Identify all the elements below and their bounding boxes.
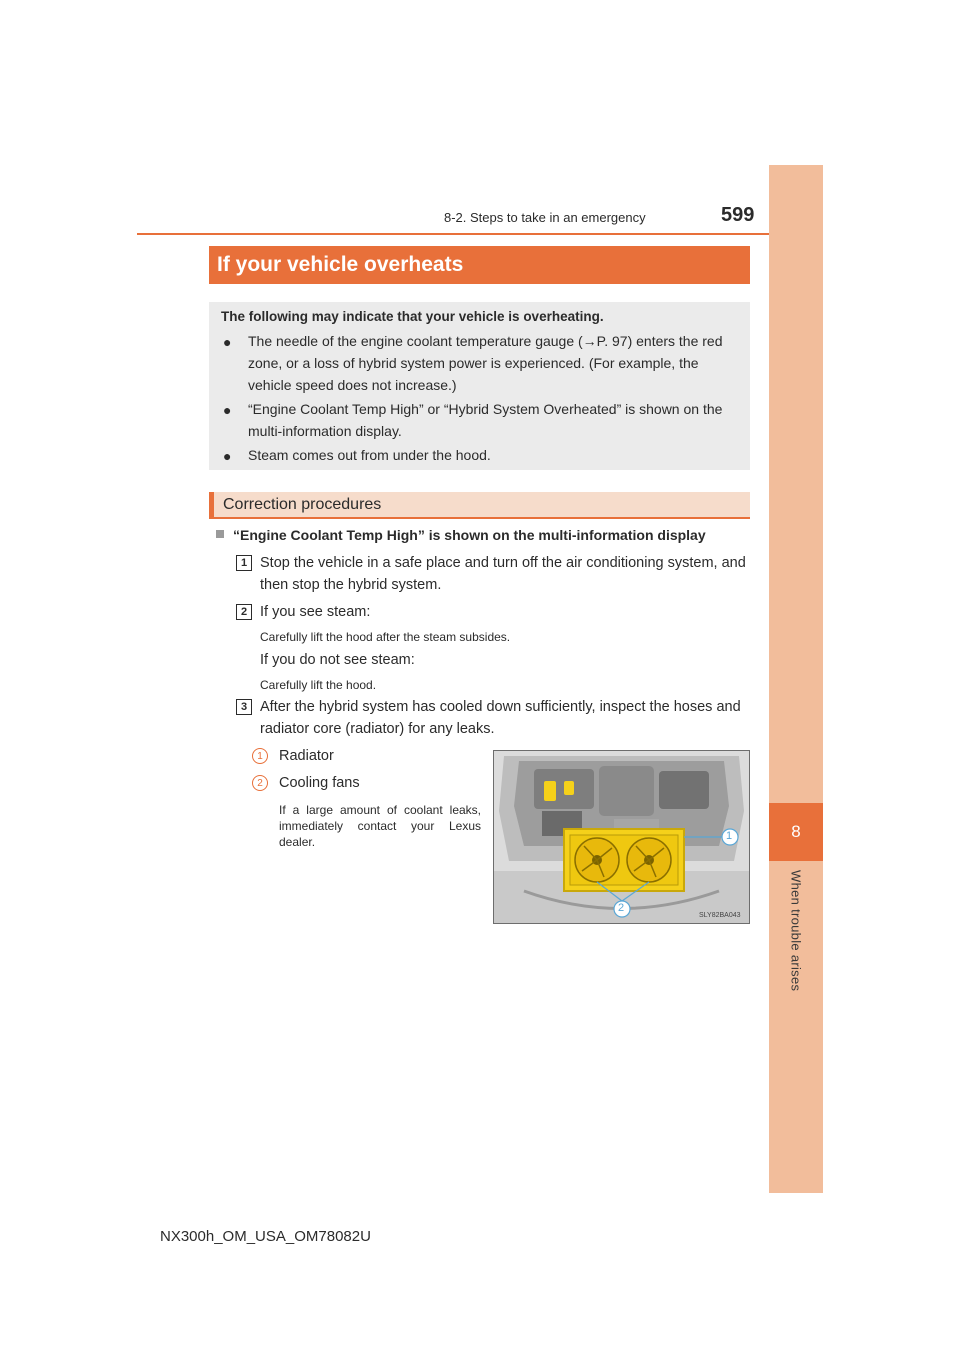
step-number-badge: 2 [236,604,252,620]
list-item [221,444,738,466]
chapter-number-tab: 8 [769,803,823,861]
legend-cooling-fans: Cooling fans [279,775,360,791]
step-2-note-alt: Carefully lift the hood. [260,678,377,692]
legend-radiator: Radiator [279,748,334,764]
page-number: 599 [721,204,755,226]
legend-number-icon: 2 [252,775,268,791]
info-box-heading: The following may indicate that your vehicle is overheating. [221,309,604,324]
step-1-text: Stop the vehicle in a safe place and turn off the air conditioning system, and then stop the hybrid system. [260,555,746,593]
bullet-text: Steam comes out from under the hood. [248,447,491,463]
header-rule [137,233,823,235]
step-2-text: If you see steam: [260,604,371,620]
step-2-note: Carefully lift the hood after the steam subsides. [260,630,511,644]
correction-heading-accent [209,492,214,519]
legend-number-icon: 1 [252,748,268,764]
engine-bay-illustration [494,751,749,923]
leak-warning-note: If a large amount of coolant leaks, immediately contact your Lexus dealer. [279,803,481,849]
subheading-text: “Engine Coolant Temp High” is shown on the multi-information display [233,527,706,543]
callout-1-label: 1 [726,830,733,842]
list-item [221,330,738,396]
bullet-text: The needle of the engine coolant temperature gauge (→P. 97) enters the red zone, or a loss of hybrid system power is experienced. (For example, the vehicle speed does not increase.) [248,333,723,393]
step-number-badge: 1 [236,555,252,571]
step-number-badge: 3 [236,699,252,715]
figure-code: SLY82BA043 [699,912,741,919]
step-3-text: After the hybrid system has cooled down sufficiently, inspect the hoses and radiator core (radiator) for any leaks. [260,699,741,737]
bullet-text: “Engine Coolant Temp High” or “Hybrid System Overheated” is shown on the multi-information display. [248,401,723,439]
step-2-text-alt: If you do not see steam: [260,652,415,668]
bullet-icon: ● [223,334,232,350]
chapter-label [769,870,823,1000]
overheating-signs-box [209,302,750,470]
chapter-side-tab [769,165,823,1193]
chapter-label-text: When trouble arises [788,870,804,992]
square-bullet-icon [216,530,224,538]
list-item [221,398,738,442]
engine-bay-figure [493,750,750,924]
subheading [216,527,706,543]
section-title: 8-2. Steps to take in an emergency [444,210,646,225]
callout-2-label: 2 [618,902,625,914]
bullet-icon: ● [223,448,232,464]
bullet-icon: ● [223,402,232,418]
page-title: If your vehicle overheats [209,246,750,284]
document-code: NX300h_OM_USA_OM78082U [160,1228,371,1245]
correction-heading: Correction procedures [209,492,750,519]
